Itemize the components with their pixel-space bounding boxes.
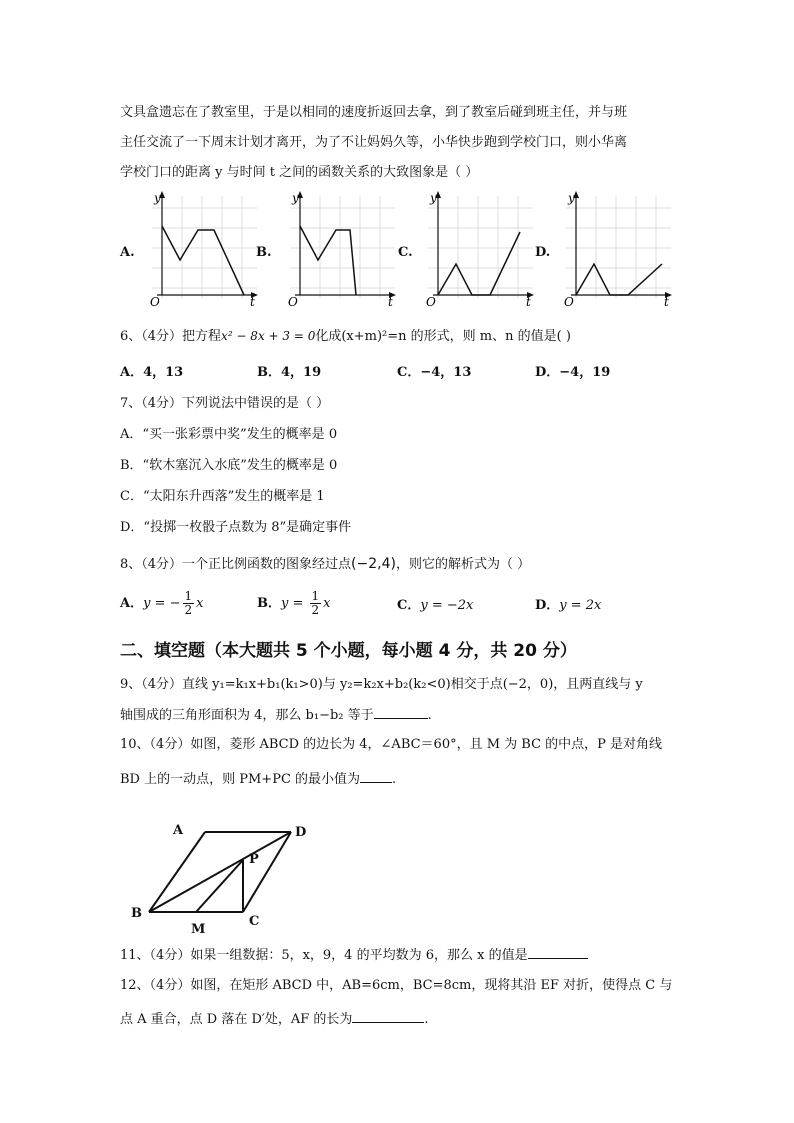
q8-suffix: ，则它的解析式为（ ） [395,557,531,572]
label-d: D [295,825,307,840]
q8-option-a-var: x [196,596,204,611]
q6-option-c: C．−4，13 [397,365,472,380]
q5-graph-a-origin: O [150,295,160,308]
q5-graph-b-x-label: t [388,295,393,308]
q5-graph-c-x-label: t [526,295,531,308]
label-a: A [173,823,184,838]
q6-option-b: B．4，19 [257,365,322,380]
q12-line-2 [120,1010,429,1029]
q6-equation: x² − 8x + 3 = 0 [221,329,316,343]
q8-option-b-num: 1 [311,589,320,603]
q8-option-b-lhs: y = [281,596,308,611]
q10-line-2-end: . [392,772,397,787]
q6-prefix: 6、（4分）把方程 [120,329,222,344]
q10-answer-blank[interactable] [360,770,392,783]
q5-graph-a [142,188,262,308]
q8-option-b [257,590,331,617]
q8-option-a-fraction [183,590,195,617]
edge-dc [243,832,291,912]
q5-graph-a-curve [162,226,244,295]
q8-prefix: 8、（4分）一个正比例函数的图象经过点 [120,557,352,572]
q8-option-b-fraction [310,590,322,617]
q12-answer-blank[interactable] [352,1010,424,1023]
q8-option-a-den: 2 [184,603,193,617]
q11-text: 11、（4分）如果一组数据：5，x，9，4 的平均数为 6，那么 x 的值是 [120,948,528,963]
q5-option-c-label: C. [398,245,413,260]
q8-option-a-label: A． [120,596,144,611]
q7-option-a: A．“买一张彩票中奖”发生的概率是 0 [120,427,338,442]
q12-line-2-text: 点 A 重合，点 D 落在 D′处，AF 的长为 [120,1012,353,1027]
q5-option-b-label: B. [256,245,272,260]
q8-option-c-expr: y = −2x [420,598,474,613]
q6-stem [120,327,571,346]
q10-line-2-text: BD 上的一动点，则 PM+PC 的最小值为 [120,772,361,787]
label-b: B [131,906,142,921]
q11-line [120,946,588,965]
q5-graph-c-curve [438,232,520,295]
q8-option-b-den: 2 [311,603,320,617]
section-2-title: 二、填空题（本大题共 5 个小题，每小题 4 分，共 20 分） [120,641,577,661]
q7-option-b: B．“软木塞沉入水底”发生的概率是 0 [120,458,338,473]
q8-option-b-var: x [323,596,331,611]
q5-line-3: 学校门口的距离 y 与时间 t 之间的函数关系的大致图象是（ ） [120,165,479,180]
q5-graph-c-y-label: y [430,191,437,205]
q8-option-a-lhs: y = − [143,596,181,611]
q8-point: (−2,4) [351,556,396,572]
q8-option-c-label: C． [397,598,421,613]
q8-option-a [120,590,203,617]
q8-option-d-label: D． [535,598,560,613]
q7-option-d: D．“投掷一枚骰子点数为 8”是确定事件 [120,520,352,535]
q5-graph-d-y-label: y [568,191,575,205]
q6-option-a: A．4，13 [120,365,184,380]
q10-line-2 [120,770,396,789]
q9-line-2 [120,706,432,725]
q5-graph-c [418,188,538,308]
q5-graph-b-origin: O [288,295,298,308]
segment-mp [196,860,243,912]
q11-answer-blank[interactable] [528,946,588,959]
diagonal-bd [149,832,291,912]
q8-stem [120,555,530,574]
q5-graph-b-y-label: y [292,191,299,205]
q5-graph-d-origin: O [564,295,574,308]
q5-graph-a-y-label: y [154,191,161,205]
q12-line-1: 12、（4分）如图，在矩形 ABCD 中，AB=6cm，BC=8cm，现将其沿 EF 对折，使得点 C 与 [120,978,673,993]
label-p: P [249,852,259,867]
q6-option-d: D．−4，19 [535,365,611,380]
q5-line-2: 主任交流了一下周末计划才离开，为了不让妈妈久等，小华快步跑到学校门口，则小华离 [120,135,628,150]
q10-rhombus-figure [125,818,325,936]
q10-line-1: 10、（4分）如图，菱形 ABCD 的边长为 4，∠ABC＝60°，且 M 为 BC 的中点，P 是对角线 [120,737,663,752]
q5-option-a-label: A. [120,245,135,260]
q9-line-2-end: . [427,708,432,723]
label-m: M [191,922,206,936]
q5-line-1: 文具盒遗忘在了教室里，于是以相同的速度折返回去拿，到了教室后碰到班主任，并与班 [120,105,628,120]
q12-line-2-end: . [424,1012,429,1027]
q5-graph-a-x-label: t [250,295,255,308]
q9-line-1: 9、（4分）直线 y₁=k₁x+b₁(k₁>0)与 y₂=k₂x+b₂(k₂<0)相交于点(−2，0)，且两直线与 y [120,677,643,692]
q8-option-a-num: 1 [184,589,193,603]
q8-option-b-label: B． [257,596,281,611]
q5-option-d-label: D. [535,245,551,260]
q5-graph-d [556,188,676,308]
q5-graph-d-x-label: t [664,295,669,308]
q5-graph-b [280,188,400,308]
q9-answer-blank[interactable] [374,706,428,719]
q6-suffix: 化成(x+m)²=n 的形式，则 m、n 的值是( ) [315,329,571,344]
q7-option-c: C．“太阳东升西落”发生的概率是 1 [120,489,325,504]
q9-line-2-text: 轴围成的三角形面积为 4，那么 b₁−b₂ 等于 [120,708,374,723]
label-c: C [249,914,260,929]
q5-graph-c-origin: O [426,295,436,308]
q5-graph-b-curve [300,226,356,295]
q7-stem: 7、（4分）下列说法中错误的是（ ） [120,396,330,411]
edge-ba [149,832,205,912]
q8-option-c [397,597,473,615]
q5-graph-d-curve [576,264,662,295]
q8-option-d-expr: y = 2x [559,598,602,613]
q8-option-d [535,597,601,615]
